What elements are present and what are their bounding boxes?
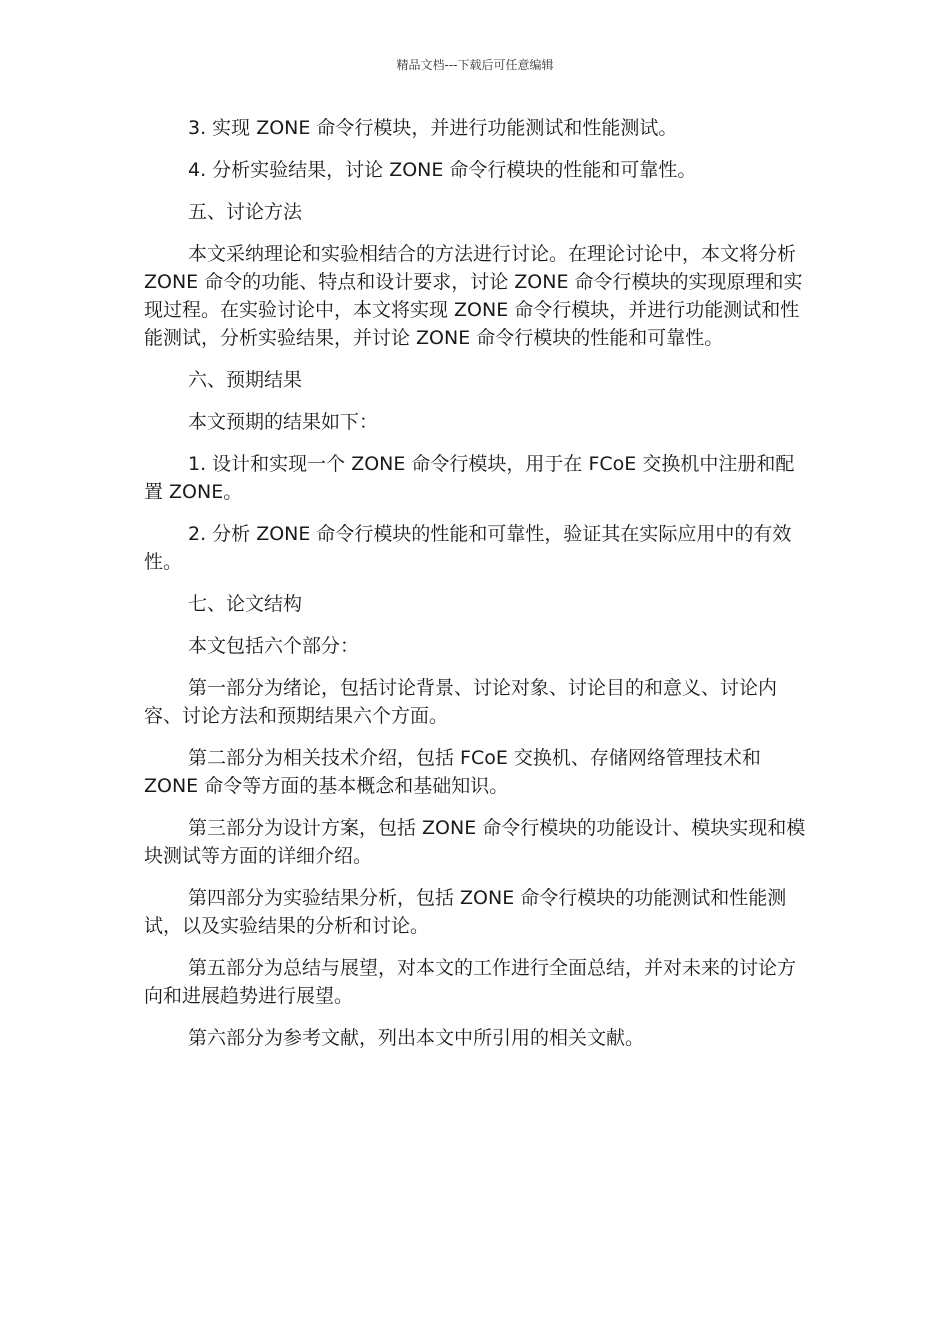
expected-result-1: 1. 设计和实现一个 ZONE 命令行模块，用于在 FCoE 交换机中注册和配置 ZONE。 [144, 453, 795, 503]
structure-part-5: 第五部分为总结与展望，对本文的工作进行全面总结，并对未来的讨论方向和进展趋势进行展望。 [144, 957, 797, 1007]
section-heading-methods: 五、讨论方法 [188, 201, 303, 223]
document-body [144, 114, 806, 1066]
structure-intro: 本文包括六个部分： [188, 635, 360, 657]
list-item-4: 4. 分析实验结果，讨论 ZONE 命令行模块的性能和可靠性。 [188, 159, 697, 181]
structure-part-1: 第一部分为绪论，包括讨论背景、讨论对象、讨论目的和意义、讨论内容、讨论方法和预期结果六个方面。 [144, 677, 778, 727]
structure-part-6: 第六部分为参考文献，列出本文中所引用的相关文献。 [188, 1027, 645, 1049]
structure-part-2: 第二部分为相关技术介绍，包括 FCoE 交换机、存储网络管理技术和 ZONE 命令等方面的基本概念和基础知识。 [144, 747, 761, 797]
section-heading-structure: 七、论文结构 [188, 593, 303, 615]
structure-part-4: 第四部分为实验结果分析，包括 ZONE 命令行模块的功能测试和性能测试，以及实验结果的分析和讨论。 [144, 887, 787, 937]
expected-results-intro: 本文预期的结果如下： [188, 411, 379, 433]
list-item-3: 3. 实现 ZONE 命令行模块，并进行功能测试和性能测试。 [188, 117, 678, 139]
methods-paragraph: 本文采纳理论和实验相结合的方法进行讨论。在理论讨论中，本文将分析 ZONE 命令的功能、特点和设计要求，讨论 ZONE 命令行模块的实现原理和实现过程。在实验讨论中，本文将实现 ZONE 命令行模块，并进行功能测试和性能测试，分析实验结果，并讨论 ZONE 命令行模块的性能和可靠性。 [144, 243, 803, 349]
section-heading-expected-results: 六、预期结果 [188, 369, 303, 391]
structure-part-3: 第三部分为设计方案，包括 ZONE 命令行模块的功能设计、模块实现和模块测试等方面的详细介绍。 [144, 817, 806, 867]
expected-result-2: 2. 分析 ZONE 命令行模块的性能和可靠性，验证其在实际应用中的有效性。 [144, 523, 792, 573]
page-header: 精品文档---下载后可任意编辑 [396, 58, 554, 72]
